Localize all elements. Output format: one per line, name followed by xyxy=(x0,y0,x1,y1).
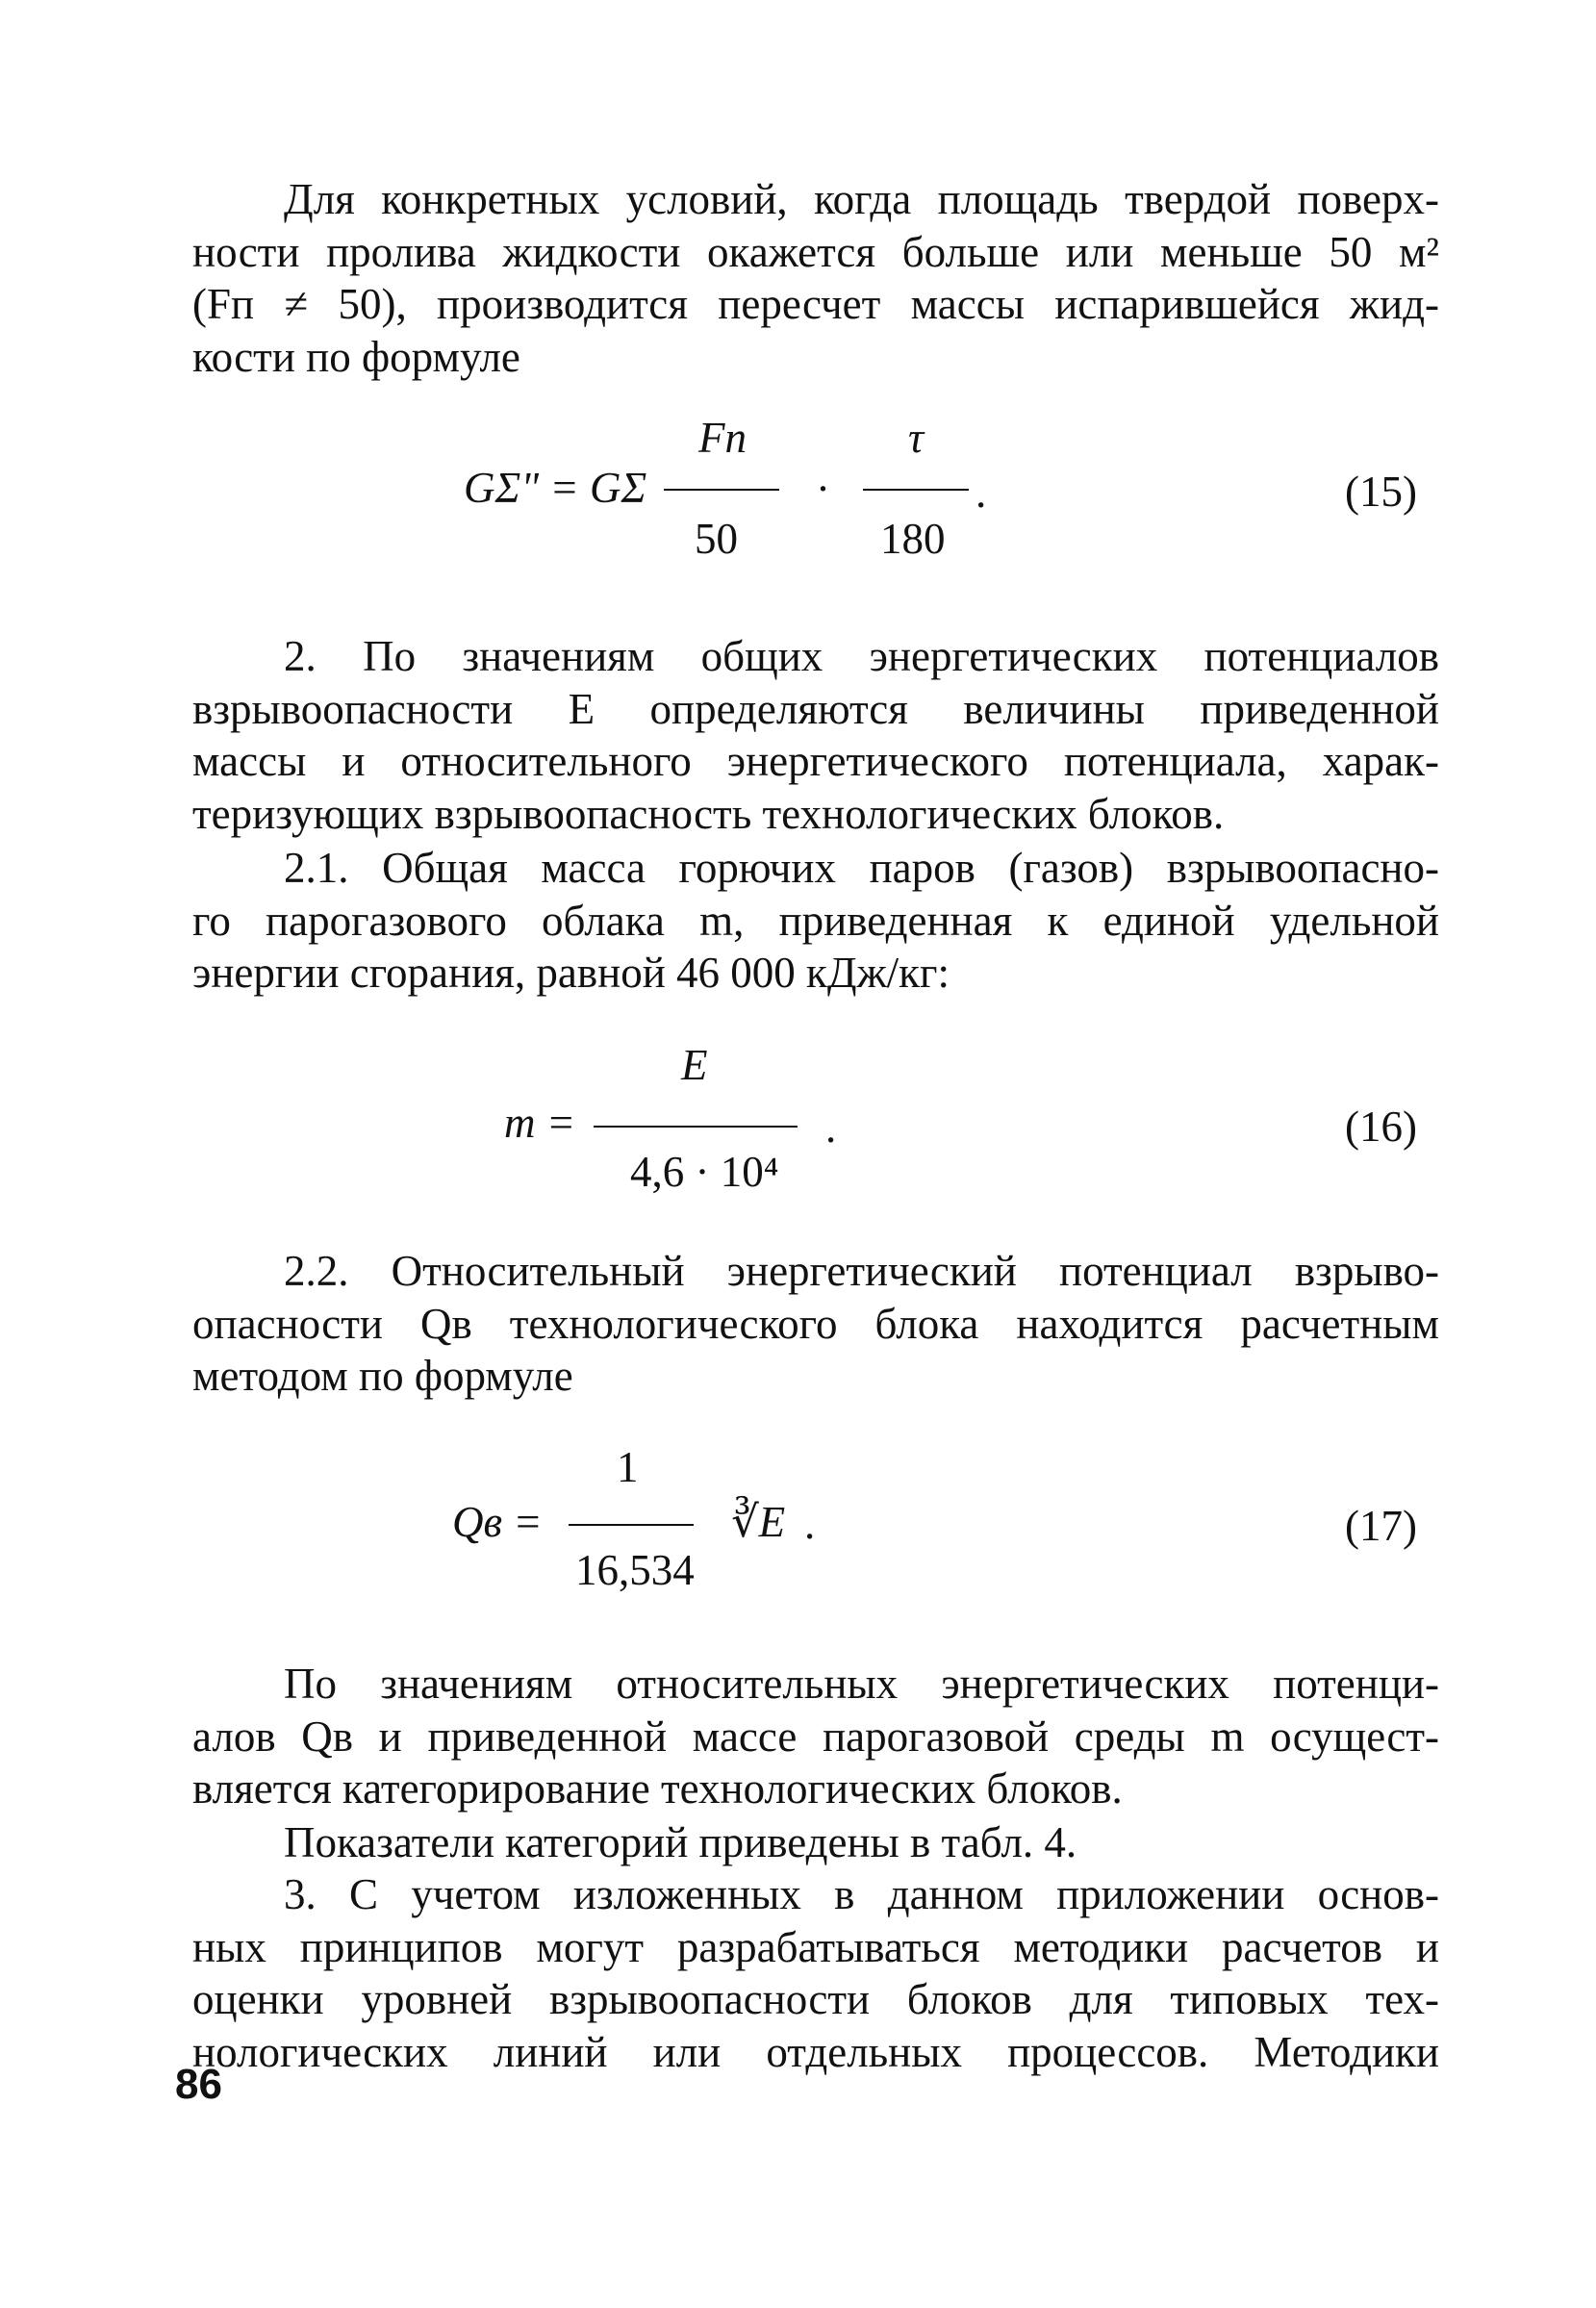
text-line: го парогазового облака m, приведенная к единой удельной xyxy=(192,896,1439,945)
fraction-bar xyxy=(664,489,779,491)
formula-16-lhs: m = xyxy=(504,1099,576,1147)
text-line: методом по формуле xyxy=(192,1352,573,1400)
equation-number-15: (15) xyxy=(1345,468,1417,516)
formula-17-denominator: 16,534 xyxy=(575,1546,695,1594)
text-line: оценки уровней взрывоопасности блоков для типовых тех- xyxy=(192,1975,1439,2023)
formula-16-denominator: 4,6 · 10⁴ xyxy=(630,1148,779,1196)
text-line: кости по формуле xyxy=(192,332,520,381)
fraction-bar xyxy=(863,489,969,491)
fraction-bar xyxy=(594,1126,798,1128)
text-line: нологических линий или отдельных процессов. Методики xyxy=(192,2027,1439,2076)
text-line: теризующих взрывоопасность технологических блоков. xyxy=(192,789,1225,838)
text-line: ных принципов могут разрабатываться методики расчетов и xyxy=(192,1922,1439,1971)
text-line: 2.2. Относительный энергетический потенциал взрыво- xyxy=(284,1247,1439,1295)
fraction-bar xyxy=(569,1524,694,1526)
formula-15-period: . xyxy=(975,469,987,517)
text-line: 2. По значениям общих энергетических потенциалов xyxy=(284,632,1439,680)
text-line: энергии сгорания, равной 46 000 кДж/кг: xyxy=(192,949,950,997)
paragraph-5 xyxy=(192,1658,1439,1815)
formula-17-numerator: 1 xyxy=(617,1443,639,1491)
formula-17-period: . xyxy=(804,1500,816,1548)
text-line: По значениям относительных энергетических потенци- xyxy=(284,1660,1439,1708)
text-line: 3. С учетом изложенных в данном приложении основ- xyxy=(284,1870,1439,1918)
paragraph-4 xyxy=(192,1245,1439,1403)
text-line: Показатели категорий приведены в табл. 4. xyxy=(284,1818,1077,1866)
formula-15-numerator-1: Fп xyxy=(698,414,747,462)
cube-root-expression: ∛E xyxy=(731,1498,786,1546)
text-line: (Fп ≠ 50), производится пересчет массы испарившейся жид- xyxy=(192,280,1439,328)
equation-number-16: (16) xyxy=(1345,1103,1417,1151)
paragraph-2 xyxy=(192,630,1439,840)
text-line: 2.1. Общая масса горючих паров (газов) взрывоопасно- xyxy=(284,844,1439,892)
paragraph-6 xyxy=(192,1816,1439,1869)
formula-15-multiply-dot: · xyxy=(816,465,830,513)
text-line: алов Qв и приведенной массе парогазовой среды m осущест- xyxy=(192,1712,1439,1761)
text-line: взрывоопасности E определяются величины приведенной xyxy=(192,684,1439,733)
text-line: вляется категорирование технологических блоков. xyxy=(192,1764,1123,1813)
page-number: 86 xyxy=(175,2061,222,2108)
text-line: Для конкретных условий, когда площадь твердой поверх- xyxy=(284,175,1439,223)
formula-15-lhs: GΣ" = GΣ xyxy=(464,464,647,512)
text-line: ности пролива жидкости окажется больше или меньше 50 м² xyxy=(192,227,1439,276)
paragraph-3 xyxy=(192,842,1439,1000)
formula-15-denominator-2: 180 xyxy=(880,515,946,563)
formula-16-period: . xyxy=(825,1103,837,1152)
text-line: опасности Qв технологического блока находится расчетным xyxy=(192,1299,1439,1348)
equation-number-17: (17) xyxy=(1345,1502,1417,1550)
formula-17-lhs: Qв = xyxy=(452,1498,543,1546)
formula-15-denominator-1: 50 xyxy=(695,515,738,563)
paragraph-1 xyxy=(192,173,1439,383)
paragraph-7 xyxy=(192,1868,1439,2078)
formula-15-numerator-2: τ xyxy=(908,414,925,462)
formula-16-numerator: E xyxy=(681,1041,708,1089)
text-line: массы и относительного энергетического потенциала, харак- xyxy=(192,737,1439,785)
